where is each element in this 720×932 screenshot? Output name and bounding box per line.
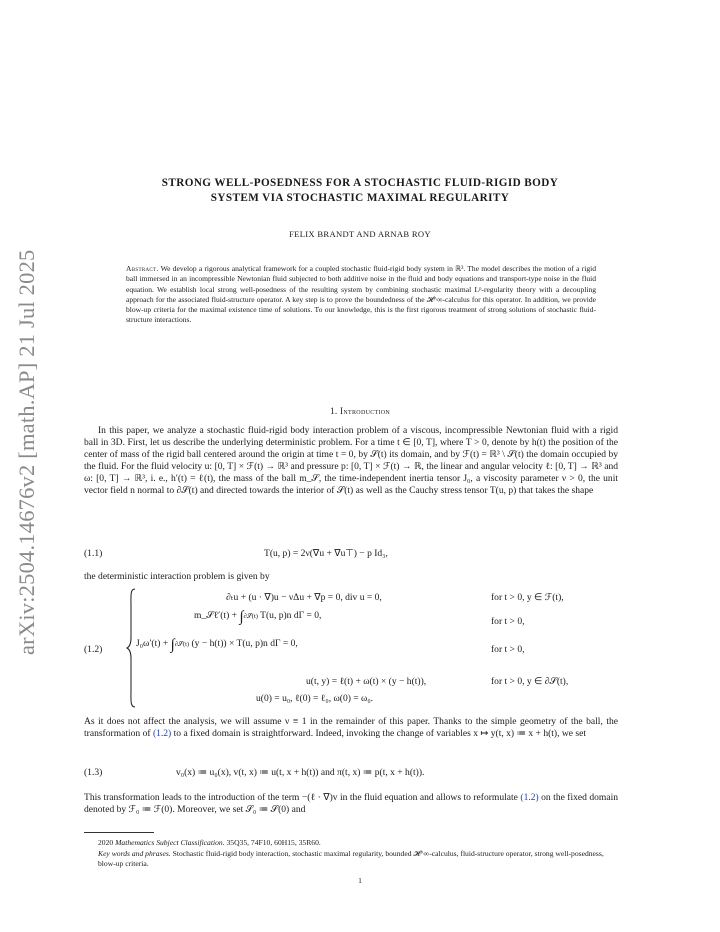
section-title-text: Introduction (340, 406, 391, 416)
section-number: 1. (329, 406, 338, 416)
paper-title (90, 176, 630, 206)
title-line-1: STRONG WELL-POSEDNESS FOR A STOCHASTIC FLUID-RIGID BODY (161, 177, 559, 189)
line-2-lhs: m_𝒮ℓ′(t) + (194, 610, 238, 621)
left-brace (126, 588, 136, 708)
equation-body: v₀(x) ≔ u₀(x), v(t, x) ≔ u(t, x + h(t)) and π(t, x) ≔ p(t, x + h(t)). (176, 767, 425, 778)
equation-system-1-2 (84, 588, 618, 710)
equation-number: (1.1) (84, 548, 103, 559)
footnote-msc (84, 838, 618, 849)
equation-number: (1.2) (84, 644, 103, 655)
paragraph-reformulation (84, 792, 618, 816)
section-heading (90, 406, 630, 416)
integral-sign-icon: ∫ (170, 637, 175, 653)
arxiv-identifier-stamp: arXiv:2504.14676v2 [math.AP] 21 Jul 2025 (14, 249, 39, 655)
abstract-heading: Abstract. (126, 264, 159, 273)
footnotes (84, 838, 618, 870)
paragraph-text: to a fixed domain is straightforward. Indeed, invoking the change of variables x ↦ y(t, x) ≔ x + h(t), we set (173, 728, 587, 740)
condition-3: for t > 0, (491, 644, 525, 655)
system-line-1: ∂ₜu + (u · ∇)u − νΔu + ∇p = 0, div u = 0, (226, 592, 382, 603)
authors: FELIX BRANDT AND ARNAB ROY (289, 229, 431, 239)
footnote-codes: 35Q35, 74F10, 60H15, 35R60. (226, 838, 321, 847)
paragraph-text: This transformation leads to the introduction of the term −(ℓ · ∇)v in the fluid equation and allows to reformulate (84, 792, 518, 803)
system-line-5: u(0) = u₀, ℓ(0) = ℓ₀, ω(0) = ω₀. (256, 693, 374, 704)
equation-body: T(u, p) = 2ν(∇u + ∇u⊤) − p Id₃, (264, 548, 388, 559)
paragraph-text: on the fixed domain denoted by ℱ₀ ≔ ℱ(0). Moreover, we set 𝒮₀ ≔ 𝒮(0) and (84, 792, 619, 816)
integral-subscript: ∂𝒮(t) (174, 641, 190, 648)
system-line-2 (194, 609, 321, 626)
equation-reference-link[interactable]: (1.2) (520, 792, 539, 803)
intro-paragraph-1: In this paper, we analyze a stochastic fluid-rigid body interaction problem of a viscous, incompressible Newtonian fluid with a rigid ball in 3D. First, let us describe the underlying deterministic problem. For a time t ∈ [0, T], where T > 0, denote by h(t) the position of the center of mass of the rigid ball centered around the origin at time t = 0, by 𝒮(t) its domain, and by ℱ(t) = ℝ³ \ 𝒮(t) the domain occupied by the fluid. For the fluid velocity u: [0, T] × ℱ(t) → ℝ³ and pressure p: [0, T] × ℱ(t) → ℝ, the linear and angular velocity ℓ: [0, T] → ℝ³ and ω: [0, T] → ℝ³, i. e., h′(t) = ℓ(t), the mass of the ball m_𝒮, the time-independent inertia tensor J₀, a viscosity parameter ν > 0, the unit vector field n normal to ∂𝒮(t) and directed towards the interior of 𝒮(t) as well as the Cauchy stress tensor T(u, p) that takes the shape (84, 425, 618, 497)
paragraph-deterministic: the deterministic interaction problem is given by (84, 571, 270, 582)
condition-2: for t > 0, (491, 616, 525, 627)
condition-4: for t > 0, y ∈ ∂𝒮(t), (491, 676, 569, 687)
paragraph-transformation (84, 716, 618, 740)
integral-subscript: ∂𝒮(t) (243, 613, 258, 620)
abstract (126, 264, 596, 326)
title-line-2: SYSTEM VIA STOCHASTIC MAXIMAL REGULARITY (210, 192, 510, 204)
equation-number: (1.3) (84, 767, 103, 778)
footnote-divider (84, 832, 154, 833)
line-3-lhs: J₀ω′(t) + (136, 638, 169, 649)
page-number: 1 (358, 876, 362, 885)
equation-reference-link[interactable]: (1.2) (152, 728, 172, 740)
line-3-rhs: (y − h(t)) × T(u, p)n dΓ = 0, (191, 638, 298, 649)
footnote-year: 2020 (98, 838, 114, 847)
condition-1: for t > 0, y ∈ ℱ(t), (491, 592, 564, 603)
footnote-label: Mathematics Subject Classification. (115, 838, 225, 847)
paragraph-text: As it does not affect the analysis, we will assume ν ≡ 1 in the remainder of this paper. Thanks to the simple geometry of the ball, the transformation of (84, 716, 618, 740)
integral-sign-icon: ∫ (239, 609, 244, 625)
footnote-label: Key words and phrases. (98, 848, 171, 858)
line-2-rhs: T(u, p)n dΓ = 0, (260, 610, 322, 621)
footnote-keywords (84, 849, 618, 870)
system-line-4: u(t, y) = ℓ(t) + ω(t) × (y − h(t)), (306, 676, 427, 687)
footnote-keywords-text: Stochastic fluid-rigid body interaction, stochastic maximal regularity, bounded 𝓗^∞-calculus, fluid-structure operator, strong well-posedness, blow-up criteria. (98, 848, 604, 869)
system-line-3 (136, 637, 298, 654)
abstract-text: We develop a rigorous analytical framework for a coupled stochastic fluid-rigid body system in ℝ³. The model describes the motion of a rigid ball immersed in an incompressible Newtonian fluid subjected to both additive noise in the fluid and body equations and transport-type noise in the fluid equation. We establish local strong well-posedness of the resulting system by combining stochastic maximal Lᵖ-regularity theory with a decoupling approach for the associated fluid-structure operator. A key step is to prove the boundedness of the 𝓗^∞-calculus for this operator. In addition, we provide blow-up criteria for the maximal existence time of solutions. To our knowledge, this is the first rigorous treatment of strong solutions of stochastic fluid-structure interactions. (126, 264, 596, 325)
